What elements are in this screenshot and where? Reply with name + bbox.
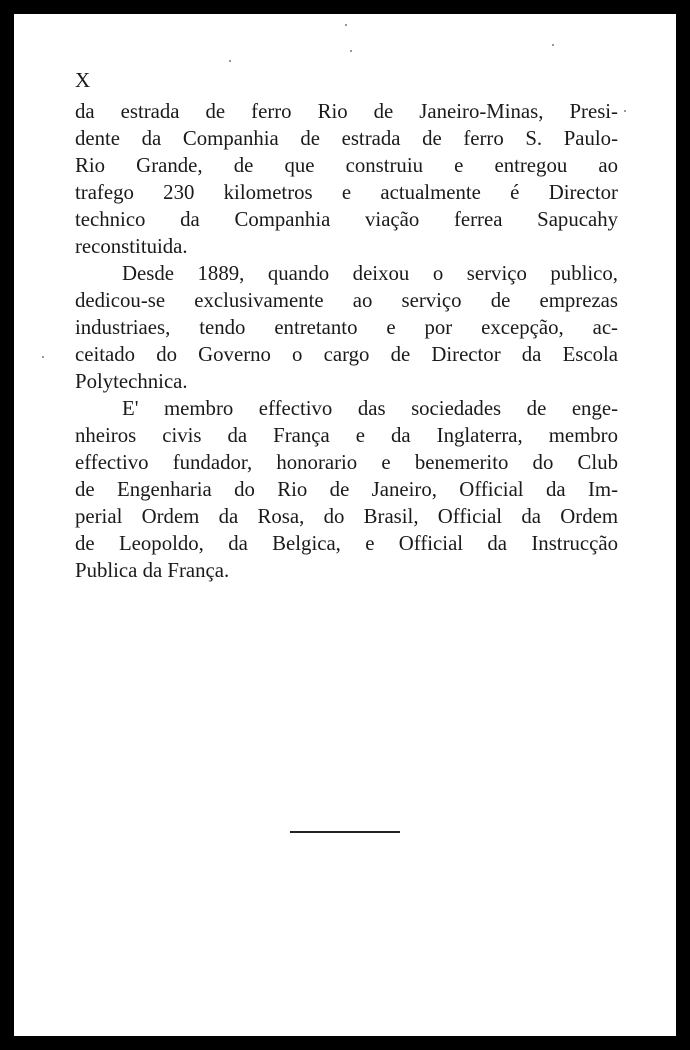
text-line: dente da Companhia de estrada de ferro S. Paulo- (75, 127, 618, 150)
text-line: E' membro effectivo das sociedades de enge- (122, 397, 618, 420)
text-line: Rio Grande, de que construiu e entregou ao (75, 154, 618, 177)
scan-speck (350, 50, 352, 52)
scan-speck (624, 110, 626, 112)
text-line: perial Ordem da Rosa, do Brasil, Official da Ordem (75, 505, 618, 528)
text-line: Publica da França. (75, 559, 230, 582)
scan-speck (345, 24, 347, 26)
text-line: reconstituida. (75, 235, 188, 258)
book-page (14, 14, 676, 1036)
scan-speck (42, 356, 44, 358)
text-line: de Leopoldo, da Belgica, e Official da Instrucção (75, 532, 618, 555)
text-line: industriaes, tendo entretanto e por excepção, ac- (75, 316, 618, 339)
text-line: effectivo fundador, honorario e benemerito do Club (75, 451, 618, 474)
scan-speck (229, 60, 231, 62)
text-line: dedicou-se exclusivamente ao serviço de emprezas (75, 289, 618, 312)
scan-speck (552, 44, 554, 46)
page-number: X (75, 68, 91, 92)
text-line: technico da Companhia viação ferrea Sapucahy (75, 208, 618, 231)
text-line: nheiros civis da França e da Inglaterra, membro (75, 424, 618, 447)
text-line: da estrada de ferro Rio de Janeiro-Minas, Presi- (75, 100, 618, 123)
section-divider (290, 831, 400, 833)
body-text (75, 98, 618, 584)
text-line: de Engenharia do Rio de Janeiro, Official da Im- (75, 478, 618, 501)
text-line: Desde 1889, quando deixou o serviço publico, (122, 262, 618, 285)
text-line: Polytechnica. (75, 370, 188, 393)
text-line: trafego 230 kilometros e actualmente é Director (75, 181, 618, 204)
text-line: ceitado do Governo o cargo de Director da Escola (75, 343, 618, 366)
